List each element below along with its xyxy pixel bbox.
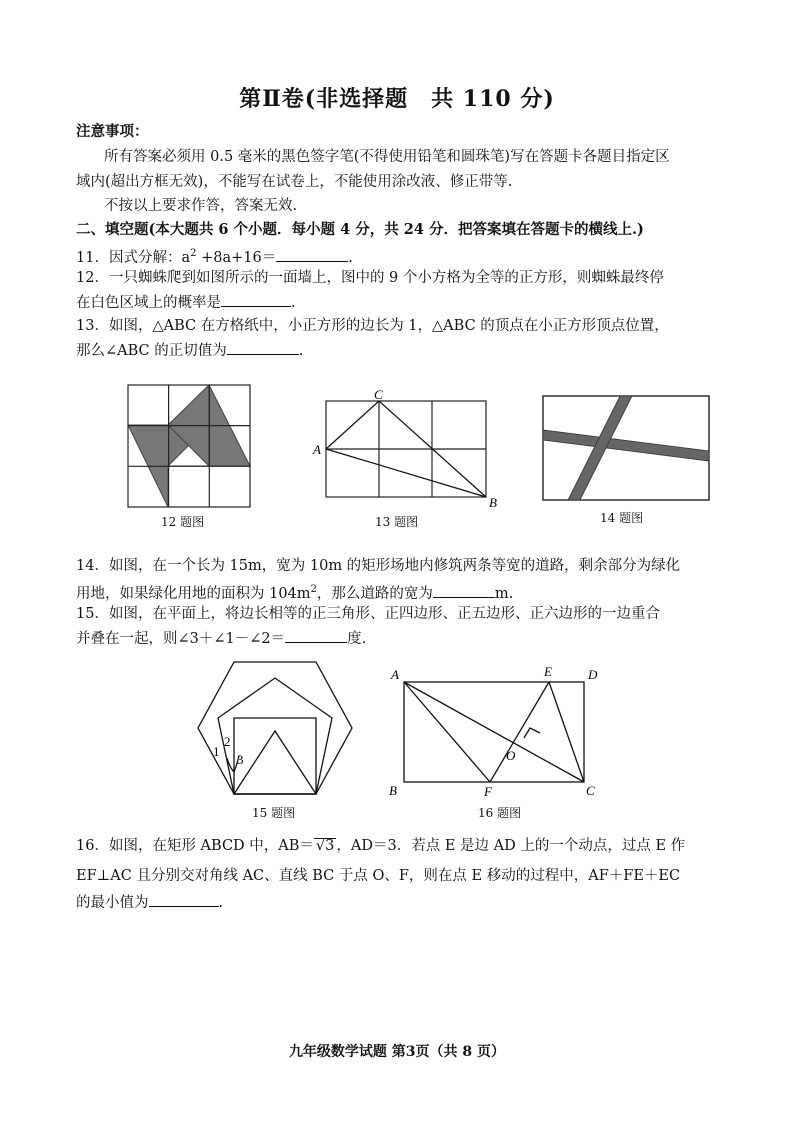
fig16-diagonal-ac: [404, 682, 584, 782]
q12-end: .: [291, 295, 296, 311]
fig15-hexagon: [198, 662, 352, 794]
section-title: 第Ⅱ卷(非选择题 共 110 分): [239, 86, 555, 112]
fig16-label-b: B: [389, 783, 397, 798]
fig15-label-2: 2: [224, 734, 231, 749]
fig15-triangle: [234, 731, 316, 794]
question-16-line-3: [76, 892, 223, 913]
q14-text-b: ，那么道路的宽为: [316, 585, 433, 602]
fig16-label-o: O: [506, 748, 516, 763]
q16-end: .: [218, 895, 224, 911]
caption-fig-15: 15 题图: [252, 806, 296, 820]
question-15-line-1: 15．如图，在平面上，将边长相等的正三角形、正四边形、正五边形、正六边形的一边重合: [76, 606, 660, 622]
fig13-label-a: A: [313, 442, 321, 457]
fig15-label-3: 3: [237, 752, 244, 767]
fig16-label-c: C: [586, 783, 595, 798]
fig15-square: [234, 718, 316, 794]
notice-line-3: 不按以上要求作答，答案无效.: [104, 198, 298, 214]
fig15-label-1: 1: [213, 744, 220, 759]
caption-fig-13: 13 题图: [375, 515, 419, 529]
question-13-line-1: 13．如图，△ABC 在方格纸中，小正方形的边长为 1，△ABC 的顶点在小正方形顶点位置，: [76, 318, 669, 334]
fig16-label-d: D: [588, 667, 598, 682]
q11-pre: 11．因式分解：a: [76, 249, 191, 266]
caption-fig-16: 16 题图: [478, 806, 522, 820]
notice-line-2: 域内(超出方框无效)，不能写在试卷上，不能使用涂改液、修正带等.: [76, 174, 513, 190]
figure-15: [196, 660, 354, 800]
fig16-segment-af: [404, 682, 490, 782]
q14-text-a: 用地，如果绿化用地的面积为 104m: [76, 585, 311, 602]
q16-text-a: 16．如图，在矩形 ABCD 中，AB＝: [76, 838, 314, 854]
question-15-line-2: [76, 628, 366, 649]
fig13-label-c: C: [374, 387, 383, 402]
notice-heading: 注意事项：: [76, 123, 149, 140]
question-16-line-2: EF⊥AC 且分别交对角线 AC、直线 BC 于点 O、F，则在点 E 移动的过程中，AF＋FE＋EC: [76, 868, 681, 884]
fig16-segment-fe: [490, 682, 549, 782]
fig16-label-f: F: [484, 784, 492, 799]
caption-fig-12: 12 题图: [161, 515, 205, 529]
figure-13: [312, 386, 502, 510]
fig13-label-b: B: [489, 495, 497, 510]
answer-blank-14[interactable]: [433, 583, 495, 598]
q11-sup: 2: [190, 248, 197, 259]
section-2-heading: 二、填空题(本大题共 6 个小题．每小题 4 分，共 24 分．把答案填在答题卡的横线上.): [76, 221, 644, 238]
q16-text-c: 的最小值为: [76, 895, 149, 911]
q15-end: 度.: [347, 631, 367, 647]
q11-post: +8a+16＝: [196, 249, 277, 266]
figure-12: [127, 384, 251, 508]
question-13-line-2: [76, 340, 303, 361]
question-14-line-2: [76, 580, 513, 604]
fig13-grid: [326, 401, 486, 497]
fig16-right-angle-mark: [524, 728, 540, 738]
figure-14: [542, 395, 712, 505]
figure-16: [386, 664, 606, 800]
fig15-pentagon: [218, 678, 332, 794]
q11-end: .: [348, 249, 353, 266]
question-11: [76, 244, 353, 268]
question-12-line-1: 12．一只蜘蛛爬到如图所示的一面墙上，图中的 9 个小方格为全等的正方形，则蜘蛛最终停: [76, 270, 664, 286]
answer-blank-15[interactable]: [285, 628, 347, 643]
q14-sup: 2: [310, 584, 317, 595]
q14-end: m.: [494, 585, 514, 602]
answer-blank-16[interactable]: [149, 892, 219, 907]
q15-text: 并叠在一起，则∠3＋∠1－∠2＝: [76, 631, 286, 647]
q13-text: 那么∠ABC 的正切值为: [76, 343, 227, 359]
question-12-line-2: [76, 292, 296, 313]
fig16-label-a: A: [391, 667, 399, 682]
q12-text: 在白色区域上的概率是: [76, 295, 221, 311]
page-footer: 九年级数学试题 第3页（共 8 页）: [288, 1044, 506, 1060]
notice-line-1: 所有答案必须用 0.5 毫米的黑色签字笔(不得使用铅笔和圆珠笔)写在答题卡各题目指定区: [104, 149, 670, 165]
q16-text-b: ，AD＝3．若点 E 是边 AD 上的一个动点，过点 E 作: [336, 838, 686, 854]
fig16-segment-ec: [549, 682, 584, 782]
question-16-line-1: [76, 836, 685, 856]
fig16-label-e: E: [544, 664, 552, 679]
q16-sqrt-value: 3: [325, 838, 335, 854]
answer-blank-12[interactable]: [221, 292, 291, 307]
caption-fig-14: 14 题图: [600, 511, 644, 525]
answer-blank-13[interactable]: [227, 340, 299, 355]
question-14-line-1: 14．如图，在一个长为 15m，宽为 10m 的矩形场地内修筑两条等宽的道路，剩余部分为绿化: [76, 558, 681, 574]
answer-blank-11[interactable]: [276, 247, 348, 262]
q13-end: .: [298, 343, 304, 359]
q16-sqrt: √3: [315, 838, 335, 854]
